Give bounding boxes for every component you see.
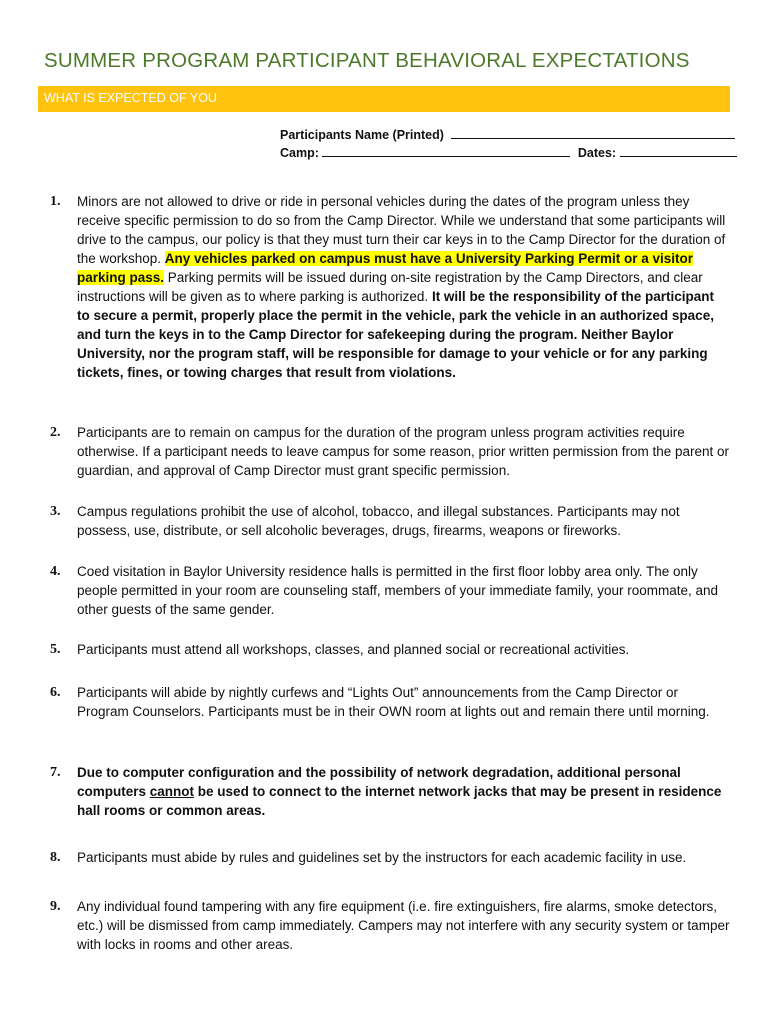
- item-text: Minors are not allowed to drive or ride in personal vehicles during the dates of the program unless they receive specific permission to do so from the Camp Director. While we understand that some participants will drive to the campus, our policy is that they must turn their car keys in to the Camp Director for the duration of the workshop. Any vehicles parked on campus must have a University Parking Permit or a visitor parking pass. Parking permits will be issued during on-site registration by the Camp Directors, and clear instructions will be given as to where parking is authorized. It will be the responsibility of the participant to secure a permit, properly place the permit in the vehicle, park the vehicle in an authorized space, and turn the keys in to the Camp Director for safekeeping during the program. Neither Baylor University, nor the program staff, will be responsible for damage to your vehicle or for any parking tickets, fines, or towing charges that result from violations.: [77, 194, 726, 380]
- item-number: 1.: [50, 194, 61, 209]
- item-number: 3.: [50, 504, 61, 519]
- list-item: [50, 192, 730, 382]
- item-text: Any individual found tampering with any fire equipment (i.e. fire extinguishers, fire alarms, smoke detectors, etc.) will be dismissed from camp immediately. Campers may not interfere with any security system or tamper with locks in rooms and other areas.: [77, 899, 730, 952]
- participant-name-label: Participants Name (Printed): [280, 128, 444, 142]
- item-text: Due to computer configuration and the possibility of network degradation, additional personal computers cannot be used to connect to the internet network jacks that may be present in residence hall rooms or common areas.: [77, 765, 722, 818]
- cannot-underlined: cannot: [149, 784, 195, 799]
- list-item: [50, 502, 730, 540]
- dates-line[interactable]: [620, 143, 737, 157]
- list-item: [50, 423, 730, 480]
- participant-name-line[interactable]: [451, 125, 735, 139]
- item-text: Participants must attend all workshops, classes, and planned social or recreational activities.: [77, 642, 630, 657]
- item-number: 4.: [50, 564, 61, 579]
- camp-label: Camp:: [280, 146, 319, 160]
- section-header: WHAT IS EXPECTED OF YOU: [44, 91, 217, 105]
- list-item: [50, 683, 730, 721]
- item-number: 2.: [50, 425, 61, 440]
- camp-line[interactable]: [322, 143, 570, 157]
- page-title: SUMMER PROGRAM PARTICIPANT BEHAVIORAL EXPECTATIONS: [44, 49, 690, 72]
- list-item: [50, 763, 730, 820]
- list-item: [50, 848, 730, 867]
- participant-name-row: [280, 125, 735, 142]
- responsibility-text: It will be the responsibility of the participant to secure a permit, properly place the permit in the vehicle, park the vehicle in an authorized space, and turn the keys in to the Camp Director for safekeeping during the program. Neither Baylor University, nor the program staff, will be responsible for damage to your vehicle or for any parking tickets, fines, or towing charges that result from violations.: [77, 289, 714, 380]
- item-text: Campus regulations prohibit the use of alcohol, tobacco, and illegal substances. Participants may not possess, use, distribute, or sell alcoholic beverages, drugs, firearms, weapons or fireworks.: [77, 504, 680, 538]
- list-item: [50, 897, 730, 954]
- item-number: 9.: [50, 899, 61, 914]
- item-number: 8.: [50, 850, 61, 865]
- item-number: 7.: [50, 765, 61, 780]
- camp-dates-row: [280, 143, 737, 160]
- item-text: Participants will abide by nightly curfews and “Lights Out” announcements from the Camp Director or Program Counselors. Participants must be in their OWN room at lights out and remain there until morning.: [77, 685, 710, 719]
- item-text: Participants must abide by rules and guidelines set by the instructors for each academic facility in use.: [77, 850, 687, 865]
- item-text: Coed visitation in Baylor University residence halls is permitted in the first floor lobby area only. The only people permitted in your room are counseling staff, members of your immediate family, your roommate, and other guests of the same gender.: [77, 564, 719, 617]
- item-number: 5.: [50, 642, 61, 657]
- item-number: 6.: [50, 685, 61, 700]
- list-item: [50, 562, 730, 619]
- parking-highlight: Any vehicles parked on campus must have a University Parking Permit or a visitor parking pass.: [77, 251, 693, 285]
- list-item: [50, 640, 730, 659]
- dates-label: Dates:: [577, 146, 617, 160]
- item-text: Participants are to remain on campus for the duration of the program unless program activities require otherwise. If a participant needs to leave campus for some reason, prior written permission from the parent or guardian, and approval of Camp Director must grant specific permission.: [77, 425, 730, 478]
- section-header-band: [38, 86, 730, 112]
